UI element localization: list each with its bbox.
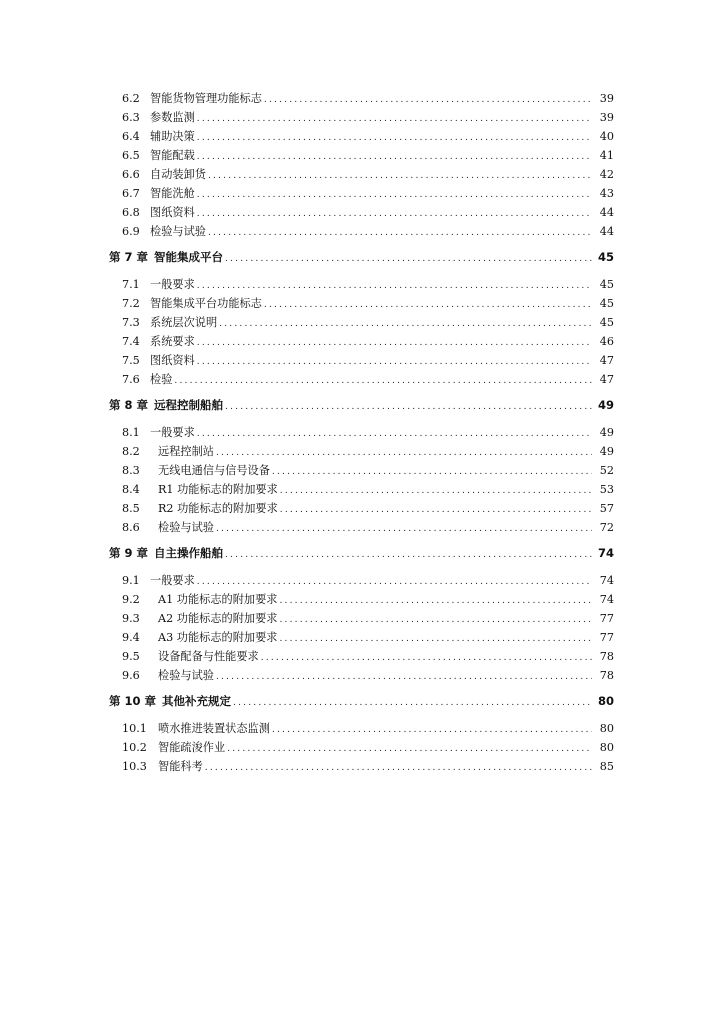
page-number: 49 (597, 398, 614, 412)
page-number: 52 (599, 464, 614, 477)
toc-entry-8-1[interactable] (122, 424, 614, 440)
toc-chapter-8[interactable] (109, 397, 614, 413)
toc-entry-7-2[interactable] (122, 295, 614, 311)
page-number: 41 (599, 149, 614, 162)
dot-leader (225, 254, 592, 264)
chapter-title: 自主操作船舶 (154, 546, 224, 560)
page-number: 57 (599, 502, 614, 515)
dot-leader (197, 152, 592, 162)
page-number: 42 (599, 168, 614, 181)
toc-entry-7-1[interactable] (122, 276, 614, 292)
section-number: 6.5 (122, 149, 140, 162)
dot-leader (225, 550, 592, 560)
toc-entry-7-6[interactable] (122, 371, 614, 387)
dot-leader (280, 486, 592, 496)
dot-leader (216, 672, 592, 682)
section-title: 自动装卸货 (150, 168, 206, 181)
toc-chapter-9[interactable] (109, 545, 614, 561)
dot-leader (264, 95, 592, 105)
toc-entry-6-6[interactable] (122, 166, 614, 182)
section-number: 6.2 (122, 92, 140, 105)
chapter-number: 第 9 章 (109, 546, 149, 560)
dot-leader (264, 300, 592, 310)
chapter-number: 第 7 章 (109, 250, 149, 264)
section-number: 6.8 (122, 206, 140, 219)
dot-leader (227, 744, 592, 754)
section-number: 7.5 (122, 354, 140, 367)
section-number: 8.5 (122, 502, 140, 515)
page-number: 44 (599, 225, 614, 238)
section-number: 7.3 (122, 316, 140, 329)
section-title: 图纸资料 (150, 206, 195, 219)
dot-leader (197, 338, 592, 348)
dot-leader (197, 133, 592, 143)
toc-entry-9-2[interactable] (122, 591, 614, 607)
page-number: 39 (599, 111, 614, 124)
dot-leader (197, 429, 592, 439)
section-number: 8.1 (122, 426, 140, 439)
toc-entry-6-9[interactable] (122, 223, 614, 239)
section-number: 10.3 (122, 760, 147, 773)
section-number: 9.2 (122, 593, 140, 606)
section-number: 7.2 (122, 297, 140, 310)
page-number: 43 (599, 187, 614, 200)
chapter-number: 第 10 章 (109, 694, 157, 708)
page-number: 80 (599, 741, 614, 754)
section-number: 10.1 (122, 722, 147, 735)
toc-entry-9-1[interactable] (122, 572, 614, 588)
section-title: 智能科考 (158, 760, 203, 773)
toc-entry-9-5[interactable] (122, 648, 614, 664)
section-title: R1 功能标志的附加要求 (158, 483, 278, 496)
section-title: R2 功能标志的附加要求 (158, 502, 278, 515)
section-title: A1 功能标志的附加要求 (158, 593, 278, 606)
section-title: 喷水推进装置状态监测 (158, 722, 270, 735)
section-title: 无线电通信与信号设备 (158, 464, 270, 477)
section-title: 智能配载 (150, 149, 195, 162)
dot-leader (197, 357, 592, 367)
section-title: 检验与试验 (158, 669, 214, 682)
dot-leader (279, 634, 592, 644)
section-title: A3 功能标志的附加要求 (158, 631, 278, 644)
page-number: 47 (599, 354, 614, 367)
dot-leader (280, 505, 592, 515)
section-number: 6.6 (122, 168, 140, 181)
section-number: 8.6 (122, 521, 140, 534)
page-number: 45 (599, 316, 614, 329)
section-title: 设备配备与性能要求 (158, 650, 259, 663)
chapter-title: 智能集成平台 (154, 250, 224, 264)
toc-entry-8-6[interactable] (122, 519, 614, 535)
dot-leader (219, 319, 592, 329)
page-number: 49 (599, 445, 614, 458)
section-title: 参数监测 (150, 111, 195, 124)
toc-entry-8-4[interactable] (122, 481, 614, 497)
section-number: 7.4 (122, 335, 140, 348)
section-title: 智能集成平台功能标志 (150, 297, 262, 310)
toc-entry-9-3[interactable] (122, 610, 614, 626)
section-number: 8.4 (122, 483, 140, 496)
section-number: 9.3 (122, 612, 140, 625)
chapter-title: 远程控制船舶 (154, 398, 224, 412)
page-number: 74 (599, 574, 614, 587)
toc-entry-10-3[interactable] (122, 758, 614, 774)
toc-chapter-7[interactable] (109, 249, 614, 265)
dot-leader (272, 467, 592, 477)
section-number: 6.3 (122, 111, 140, 124)
chapter-number: 第 8 章 (109, 398, 149, 412)
section-number: 6.4 (122, 130, 140, 143)
toc-entry-7-5[interactable] (122, 352, 614, 368)
toc-entry-6-2[interactable] (122, 90, 614, 106)
section-number: 8.2 (122, 445, 140, 458)
toc-entry-6-8[interactable] (122, 204, 614, 220)
page-number: 47 (599, 373, 614, 386)
section-title: 辅助决策 (150, 130, 195, 143)
chapter-title: 其他补充规定 (162, 694, 232, 708)
toc-entry-9-6[interactable] (122, 667, 614, 683)
page-number: 39 (599, 92, 614, 105)
section-title: 一般要求 (150, 426, 195, 439)
page-number: 45 (597, 250, 614, 264)
dot-leader (197, 577, 592, 587)
dot-leader (197, 281, 592, 291)
toc-entry-8-2[interactable] (122, 443, 614, 459)
section-title: 检验 (150, 373, 173, 386)
page-number: 80 (599, 722, 614, 735)
section-title: A2 功能标志的附加要求 (158, 612, 278, 625)
page-number: 40 (599, 130, 614, 143)
page-number: 49 (599, 426, 614, 439)
section-number: 6.7 (122, 187, 140, 200)
toc-chapter-10[interactable] (109, 693, 614, 709)
dot-leader (205, 763, 592, 773)
page-number: 78 (599, 669, 614, 682)
section-number: 9.5 (122, 650, 140, 663)
page-number: 74 (599, 593, 614, 606)
dot-leader (197, 190, 592, 200)
section-title: 系统层次说明 (150, 316, 218, 329)
section-number: 7.1 (122, 278, 140, 291)
section-title: 图纸资料 (150, 354, 195, 367)
page-number: 72 (599, 521, 614, 534)
dot-leader (272, 725, 592, 735)
dot-leader (279, 615, 592, 625)
section-number: 9.1 (122, 574, 140, 587)
section-title: 一般要求 (150, 278, 195, 291)
toc-entry-10-2[interactable] (122, 739, 614, 755)
page-number: 44 (599, 206, 614, 219)
dot-leader (197, 114, 592, 124)
section-title: 远程控制站 (158, 445, 214, 458)
toc-entry-6-5[interactable] (122, 147, 614, 163)
page-number: 85 (599, 760, 614, 773)
dot-leader (174, 376, 592, 386)
section-number: 9.6 (122, 669, 140, 682)
section-title: 智能货物管理功能标志 (150, 92, 262, 105)
dot-leader (261, 653, 592, 663)
section-title: 智能疏浚作业 (158, 741, 226, 754)
toc-entry-6-4[interactable] (122, 128, 614, 144)
toc-entry-8-3[interactable] (122, 462, 614, 478)
toc-entry-6-3[interactable] (122, 109, 614, 125)
dot-leader (208, 228, 592, 238)
dot-leader (208, 171, 592, 181)
dot-leader (225, 402, 592, 412)
section-title: 系统要求 (150, 335, 195, 348)
toc-entry-10-1[interactable] (122, 720, 614, 736)
dot-leader (279, 596, 592, 606)
section-number: 8.3 (122, 464, 140, 477)
section-number: 7.6 (122, 373, 140, 386)
toc-entry-7-3[interactable] (122, 314, 614, 330)
toc-entry-6-7[interactable] (122, 185, 614, 201)
section-title: 智能洗舱 (150, 187, 195, 200)
page-number: 74 (597, 546, 614, 560)
page-number: 45 (599, 278, 614, 291)
page-number: 45 (599, 297, 614, 310)
page-number: 53 (599, 483, 614, 496)
page-number: 46 (599, 335, 614, 348)
dot-leader (233, 698, 592, 708)
section-title: 一般要求 (150, 574, 195, 587)
toc-entry-8-5[interactable] (122, 500, 614, 516)
dot-leader (197, 209, 592, 219)
section-number: 6.9 (122, 225, 140, 238)
page-number: 78 (599, 650, 614, 663)
dot-leader (216, 448, 592, 458)
toc-entry-7-4[interactable] (122, 333, 614, 349)
toc-entry-9-4[interactable] (122, 629, 614, 645)
section-number: 9.4 (122, 631, 140, 644)
section-number: 10.2 (122, 741, 147, 754)
section-title: 检验与试验 (150, 225, 206, 238)
section-title: 检验与试验 (158, 521, 214, 534)
page-number: 80 (597, 694, 614, 708)
dot-leader (216, 524, 592, 534)
page-number: 77 (599, 612, 614, 625)
page-number: 77 (599, 631, 614, 644)
